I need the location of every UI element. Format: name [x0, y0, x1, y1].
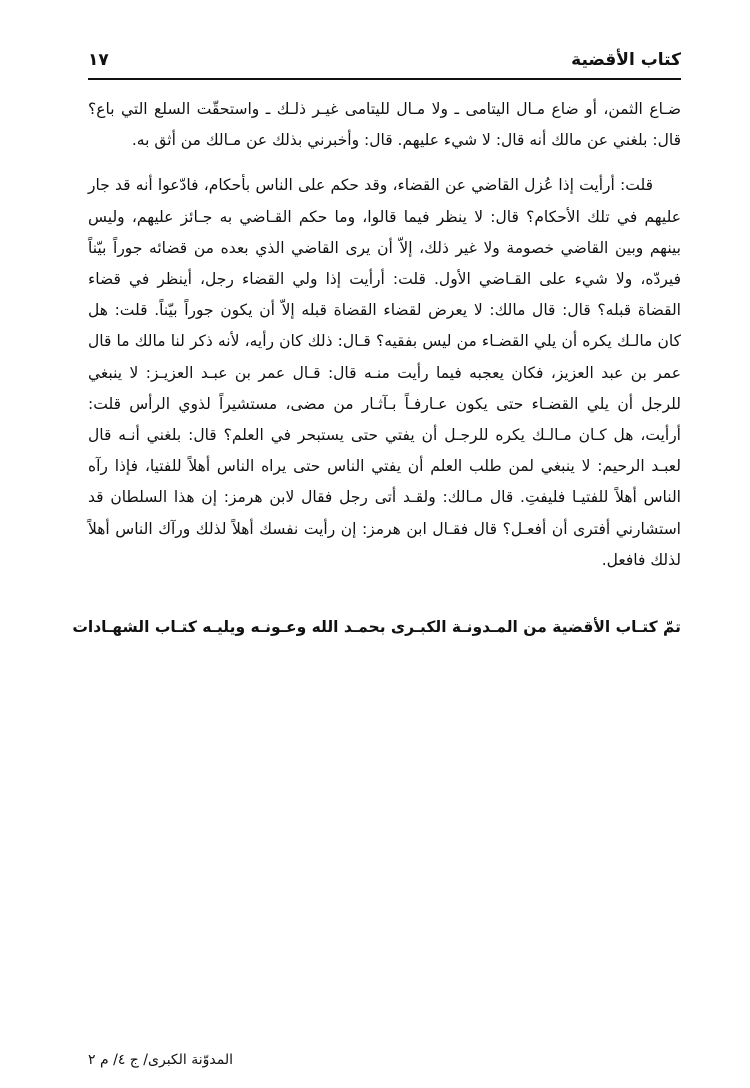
main-text	[88, 94, 681, 576]
paragraph: ضـاع الثمن، أو ضاع مـال اليتامى ـ ولا مـال لليتامى غيـر ذلـك ـ واستحقّت السلع التي باع؟ قال: بلغني عن مالك أنه قال: لا شيء عليهم. قال: وأخبرني بذلك عن مـالك من أثق به.	[88, 100, 681, 150]
page-footer	[88, 1052, 681, 1068]
header-rule	[88, 78, 681, 80]
page-number: ١٧	[88, 50, 109, 70]
volume-signature: المدوّنة الكبرى/ ج ٤/ م ٢	[88, 1052, 234, 1068]
page-header	[88, 46, 681, 80]
chapter-title: كتاب الأقضية	[571, 50, 681, 70]
paragraph: قلت: أرأيت إذا عُزل القاضي عن القضاء، وقد حكم على الناس بأحكام، فادّعوا أنه قد جار عليهم في تلك الأحكام؟ قال: لا ينظر فيما قالوا، وما حكم القـاضي به جـائز عليهم، وليس بينهم وبين القاضي خصومة ولا غير ذلك، إلاّ أن يرى القاضي الذي بعده من قضائه جوراً بيّناً فيردّه، ولا شيء على القـاضي الأول. قلت: أرأيت إذا ولي القضاء رجل، أينظر في قضاء القضاة قبله؟ قال: قال مالك: لا يعرض لقضاء القضاة قبله إلاّ أن يكون جوراً بيّناً. قلت: هل كان مالـك يكره أن يلي القضـاء من ليس بفقيه؟ قـال: ذلك كان رأيه، لأنه ذكر لنا مالك ما قال عمر بن عبد العزيز، فكان يعجبه فيما رأيت منـه قال: قـال عمر بن عبـد العزيـز: لا ينبغي للرجل أن يلي القضـاء حتى يكون عـارفـاً بـآثـار من مضى، مستشيراً لذوي الرأس قلت: أرأيت، هل كـان مـالـك يكره للرجـل أن يفتي حتى يستبحر في العلم؟ قال: بلغني أنـه قال لعبـد الرحيم: لا ينبغي لمن طلب العلم أن يفتي الناس حتى يراه الناس أهلاً للفتيا، فإذا رآه الناس أهلاً للفتيـا فليفتِ. قال مـالك: ولقـد أتى رجل فقال لابن هرمز: إن هذا السلطان قد استشارني أفترى أن أفعـل؟ قال فقـال ابن هرمز: إن رأيت نفسك أهلاً لذلك ورآك الناس أهلاً لذلك فافعل.	[88, 176, 681, 569]
closing-statement: تمّ كتـاب الأقضية من المـدونـة الكبـرى بحمـد الله وعـونـه ويليـه كتـاب الشهـادات	[72, 618, 681, 636]
